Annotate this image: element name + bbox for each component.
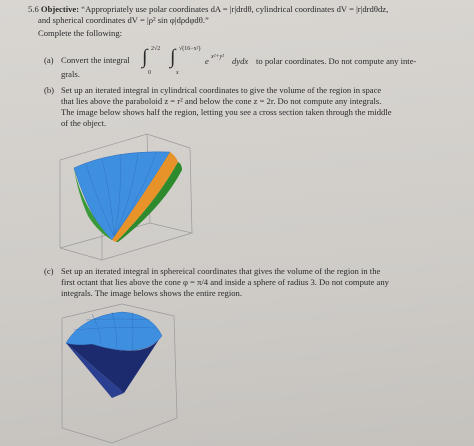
part-b-line-3: The image below shows half the region, letting you see a cross section taken through the middle	[61, 107, 392, 117]
part-a-text-after: to polar coordinates. Do not compute any inte-	[256, 56, 417, 66]
outer-lower-limit: 0	[148, 70, 151, 76]
objective-text-1: “Appropriately use polar coordinates dA = |r|drdθ, cylindrical coordinates dV = |r|drdθdz,	[81, 4, 389, 14]
instruction-text: Complete the following:	[38, 28, 123, 38]
half-region-figure	[52, 128, 202, 263]
objective-line-2: and spherical coordinates dV = |ρ² sin φ|dρdφdθ.”	[38, 15, 209, 25]
inner-upper-limit: √(16−x²)	[179, 46, 201, 52]
integrand-base: e	[205, 56, 209, 66]
inner-integral-sign: ∫	[170, 46, 176, 68]
inner-lower-limit: x	[176, 70, 179, 76]
part-a-continuation: grals.	[61, 69, 80, 79]
octant-region-figure	[52, 298, 182, 446]
part-c-line-1: Set up an iterated integral in sphereical coordinates that gives the volume of the region in the	[61, 266, 381, 276]
part-c-line-3: integrals. The image belows shows the entire region.	[61, 288, 242, 298]
part-b-line-2: that lies above the paraboloid z = r² and below the cone z = 2r. Do not compute any integrals.	[61, 96, 382, 106]
objective-line-1	[28, 4, 388, 15]
part-a-text-before: Convert the integral	[61, 55, 130, 65]
part-a-label: (a)	[44, 55, 54, 65]
part-b-line-1: Set up an iterated integral in cylindrical coordinates to give the volume of the region in space	[61, 85, 382, 95]
part-c-label: (c)	[44, 266, 54, 276]
integrand-exponent: x²+y²	[211, 54, 224, 60]
sphere-cap	[66, 312, 162, 350]
problem-number: 5.6	[28, 4, 39, 14]
outer-upper-limit: 2√2	[151, 46, 161, 52]
part-c-line-2: first octant that lies above the cone φ = π/4 and inside a sphere of radius 3. Do not compute any	[61, 277, 389, 287]
part-b-label: (b)	[44, 85, 55, 95]
objective-label: Objective:	[40, 4, 80, 14]
differential: dydx	[232, 56, 249, 66]
outer-integral-sign: ∫	[142, 46, 148, 68]
part-b-line-4: of the object.	[61, 118, 107, 128]
